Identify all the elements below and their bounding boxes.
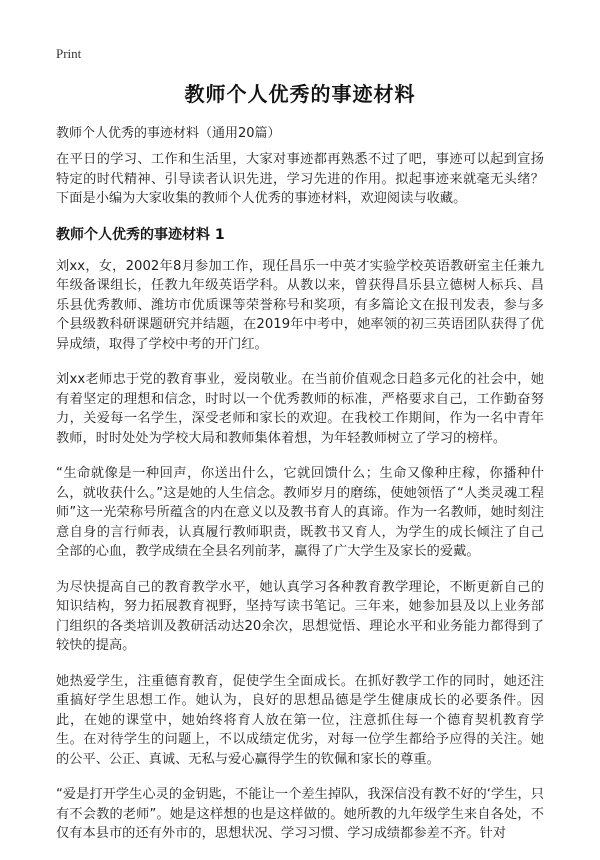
section-heading: 教师个人优秀的事迹材料 1 — [56, 226, 225, 243]
body-paragraph-4: 为尽快提高自己的教育教学水平，她认真学习各种教育教学理论，不断更新自己的知识结构，努力拓展教育视野，坚持写读书笔记。三年来，她参加县及以上业务部门组织的各类培训及教研活动达20余次，思想觉悟、理论水平和业务能力都得到了较快的提高。 — [56, 579, 544, 653]
body-paragraph-1: 刘xx，女，2002年8月参加工作，现任昌乐一中英才实验学校英语教研室主任兼九年级备课组长，任教九年级英语学科。从教以来，曾获得昌乐县立德树人标兵、昌乐县优秀教师、潍坊市优质课等荣誉称号和奖项，有多篇论文在报刊发表，参与多个县级教科研课题研究并结题，在2019年中考中，她率领的初三英语团队获得了优异成绩，取得了学校中考的开门红。 — [56, 258, 544, 352]
intro-paragraph: 在平日的学习、工作和生活里，大家对事迹都再熟悉不过了吧，事迹可以起到宣扬特定的时代精神、引导读者认识先进，学习先进的作用。拟起事迹来就毫无头绪？下面是小编为大家收集的教师个人优秀的事迹材料，欢迎阅读与收藏。 — [56, 152, 544, 206]
print-link[interactable]: Print — [56, 46, 82, 61]
body-paragraph-6: “爱是打开学生心灵的金钥匙，不能让一个差生掉队，我深信没有教不好的‘学生，只有不会教的老师”。她是这样想的也是这样做的。她所教的九年级学生来自各处，不仅有本县市的还有外市的，思想状况、学习习惯、学习成绩都参差不齐。针对 — [56, 787, 544, 841]
body-paragraph-3: “生命就像是一种回声，你送出什么，它就回馈什么；生命又像种庄稼，你播种什么，就收获什么。”这是她的人生信念。教师岁月的磨练，使她领悟了“人类灵魂工程师”这一光荣称号所蕴含的内在意义以及教书育人的真谛。作为一名教师，她时刻注意自身的言行师表，认真履行教师职责，既教书又育人，为学生的成长倾注了自己全部的心血，教学成绩在全县名列前茅，赢得了广大学生及家长的爱戴。 — [56, 466, 544, 559]
document-body — [56, 150, 544, 860]
page-title: 教师个人优秀的事迹材料 — [184, 82, 416, 106]
body-paragraph-5: 她热爱学生，注重德育教育，促使学生全面成长。在抓好教学工作的同时，她还注重搞好学生思想工作。她认为，良好的思想品德是学生健康成长的必要条件。因此，在她的课堂中，她始终将育人放在第一位，注意抓住每一个德育契机教育学生。在对待学生的问题上，不以成绩定优劣，对每一位学生都给予应得的关注。她的公平、公正、真诚、无私与爱心赢得学生的钦佩和家长的尊重。 — [56, 673, 544, 767]
document-subtitle: 教师个人优秀的事迹材料（通用20篇） — [56, 126, 281, 141]
body-paragraph-2: 刘xx老师忠于党的教育事业，爱岗敬业。在当前价值观念日趋多元化的社会中，她有着坚定的理想和信念，时时以一个优秀教师的标准，严格要求自己，工作勤奋努力，关爱每一名学生，深受老师和家长的欢迎。在我校工作期间，作为一名中青年教师，时时处处为学校大局和教师集体着想，为年轻教师树立了学习的榜样。 — [56, 372, 544, 446]
